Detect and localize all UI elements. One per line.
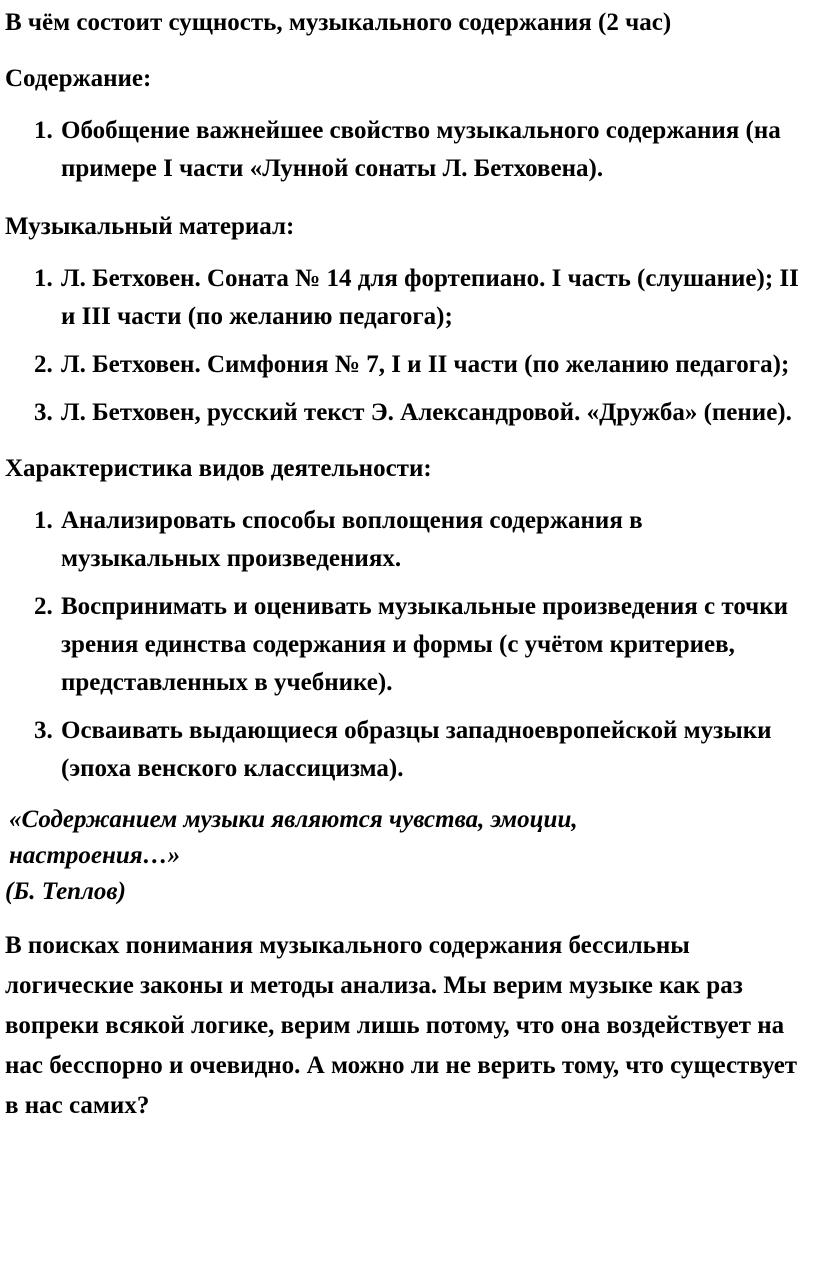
- list-item-number: 1.: [34, 265, 53, 292]
- epigraph-quote: [5, 802, 816, 910]
- list-item: [5, 112, 801, 188]
- list-item-text: Осваивать выдающиеся образцы западноевропейской музыки (эпоха венского классицизма).: [61, 717, 772, 782]
- list-item-text: Анализировать способы воплощения содержания в музыкальных произведениях.: [61, 507, 643, 572]
- list-item-text: Л. Бетховен. Симфония № 7, I и II части (по желанию педагога);: [61, 351, 790, 378]
- material-heading: Музыкальный материал:: [5, 213, 295, 240]
- quote-text: «Содержанием музыки являются чувства, эмоции, настроения…»: [9, 806, 578, 869]
- list-item-text: Л. Бетховен, русский текст Э. Александровой. «Дружба» (пение).: [61, 399, 792, 426]
- list-item: [5, 346, 801, 384]
- content-list: [5, 112, 816, 188]
- activities-list: [5, 502, 816, 788]
- content-heading: Содержание:: [5, 65, 152, 92]
- list-item-number: 3.: [34, 399, 53, 426]
- list-item-number: 1.: [34, 507, 53, 534]
- quote-author: (Б. Теплов): [5, 878, 126, 905]
- list-item-number: 3.: [34, 717, 53, 744]
- list-item: [5, 502, 801, 578]
- list-item-number: 2.: [34, 351, 53, 378]
- list-item-text: Л. Бетховен. Соната № 14 для фортепиано. I часть (слушание); II и III части (по желанию педагога);: [61, 265, 799, 330]
- list-item-number: 2.: [34, 593, 53, 620]
- list-item-number: 1.: [34, 117, 53, 144]
- list-item: [5, 394, 801, 432]
- lesson-title: В чём состоит сущность, музыкального содержания (2 час): [5, 9, 672, 36]
- list-item: [5, 588, 801, 702]
- list-item-text: Обобщение важнейшее свойство музыкального содержания (на примере I части «Лунной сонаты Л. Бетховена).: [61, 117, 781, 182]
- activities-heading: Характеристика видов деятельности:: [5, 455, 432, 482]
- list-item: [5, 260, 801, 336]
- body-paragraph: В поисках понимания музыкального содержания бессильны логические законы и методы анализа. Мы верим музыке как раз вопреки всякой логике, верим лишь потому, что она воздействует на нас бесспорно и очевидно. А можно ли не верить тому, что существует в нас самих?: [5, 932, 798, 1119]
- material-list: [5, 260, 816, 432]
- list-item: [5, 712, 801, 788]
- list-item-text: Воспринимать и оценивать музыкальные произведения с точки зрения единства содержания и формы (с учётом критериев, представленных в учебнике).: [61, 593, 789, 696]
